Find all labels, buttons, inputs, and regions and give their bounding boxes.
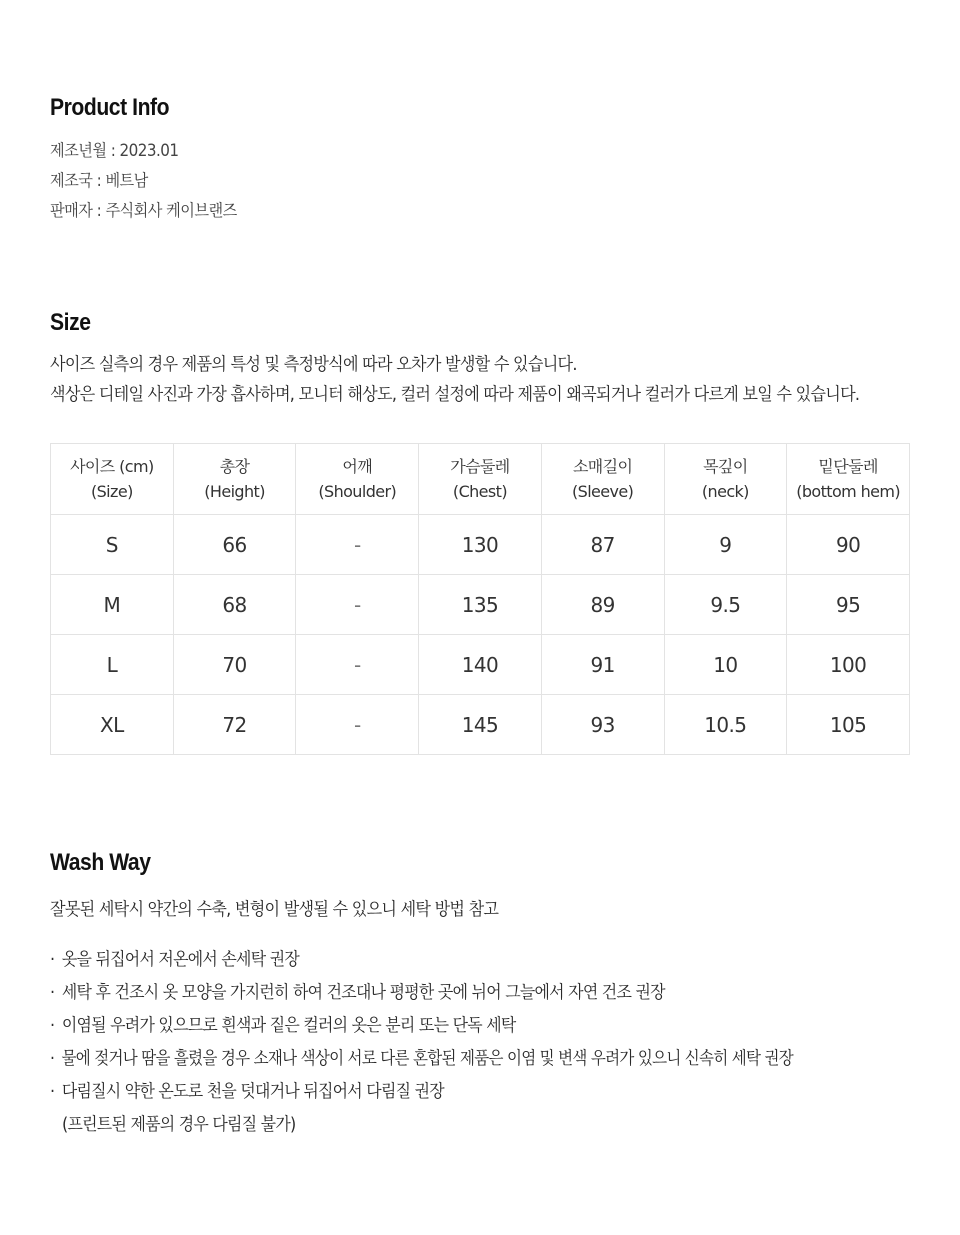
bullet-dot: ·: [50, 950, 55, 970]
table-cell: 105: [787, 695, 910, 755]
table-cell: S: [51, 515, 174, 575]
table-cell: 9.5: [664, 575, 787, 635]
size-note-1: 사이즈 실측의 경우 제품의 특성 및 측정방식에 따라 오차가 발생할 수 있습니다.: [50, 355, 577, 375]
table-cell: 70: [173, 635, 296, 695]
table-row: [51, 695, 910, 755]
table-cell: 91: [541, 635, 664, 695]
header-bottom-hem: 밑단둘레 (bottom hem): [787, 444, 910, 515]
header-height: 총장 (Height): [173, 444, 296, 515]
table-cell: 130: [419, 515, 542, 575]
table-row: [51, 515, 910, 575]
size-table: [50, 443, 910, 755]
table-cell: 68: [173, 575, 296, 635]
bullet-dot: ·: [50, 983, 55, 1003]
table-cell: 135: [419, 575, 542, 635]
info-country-of-origin: 제조국 : 베트남: [50, 171, 148, 190]
product-info-title: Product Info: [50, 94, 170, 121]
wash-footnote: (프린트된 제품의 경우 다림질 불가): [62, 1115, 296, 1135]
table-cell: 90: [787, 515, 910, 575]
wash-item-text: 물에 젖거나 땀을 흘렸을 경우 소재나 색상이 서로 다른 혼합된 제품은 이염 및 변색 우려가 있으니 신속히 세탁 권장: [61, 1049, 794, 1069]
table-cell: -: [296, 515, 419, 575]
table-cell: -: [296, 635, 419, 695]
wash-item-text: 세탁 후 건조시 옷 모양을 가지런히 하여 건조대나 평평한 곳에 뉘어 그늘에서 자연 건조 권장: [61, 983, 665, 1003]
table-cell: 145: [419, 695, 542, 755]
table-cell: 95: [787, 575, 910, 635]
header-shoulder: 어깨 (Shoulder): [296, 444, 419, 515]
table-cell: 66: [173, 515, 296, 575]
table-cell: -: [296, 695, 419, 755]
bullet-dot: ·: [50, 1049, 55, 1069]
table-cell: -: [296, 575, 419, 635]
table-row: [51, 635, 910, 695]
header-neck: 목깊이 (neck): [664, 444, 787, 515]
table-cell: 10: [664, 635, 787, 695]
table-cell: 72: [173, 695, 296, 755]
table-cell: M: [51, 575, 174, 635]
wash-item: [50, 1045, 793, 1070]
wash-item: [50, 946, 299, 971]
wash-intro: 잘못된 세탁시 약간의 수축, 변형이 발생될 수 있으니 세탁 방법 참고: [50, 900, 499, 920]
table-cell: 93: [541, 695, 664, 755]
info-manufacture-date: 제조년월 : 2023.01: [50, 141, 179, 160]
wash-item: [50, 1012, 516, 1037]
bullet-dot: ·: [50, 1016, 55, 1036]
table-header-row: [51, 444, 910, 515]
table-cell: 10.5: [664, 695, 787, 755]
wash-item-text: 옷을 뒤집어서 저온에서 손세탁 권장: [61, 950, 300, 970]
table-row: [51, 575, 910, 635]
size-title: Size: [50, 309, 91, 336]
wash-item: [50, 979, 665, 1004]
bullet-dot: ·: [50, 1082, 55, 1102]
wash-way-title: Wash Way: [50, 849, 151, 876]
header-size: 사이즈 (cm) (Size): [51, 444, 174, 515]
header-sleeve: 소매길이 (Sleeve): [541, 444, 664, 515]
table-cell: 9: [664, 515, 787, 575]
wash-item-text: 이염될 우려가 있으므로 흰색과 짙은 컬러의 옷은 분리 또는 단독 세탁: [61, 1016, 516, 1036]
size-note-2: 색상은 디테일 사진과 가장 흡사하며, 모니터 해상도, 컬러 설정에 따라 제품이 왜곡되거나 컬러가 다르게 보일 수 있습니다.: [50, 385, 860, 405]
wash-item: [50, 1078, 444, 1103]
table-cell: 89: [541, 575, 664, 635]
table-cell: 140: [419, 635, 542, 695]
table-cell: L: [51, 635, 174, 695]
info-seller: 판매자 : 주식회사 케이브랜즈: [50, 201, 237, 220]
wash-item-text: 다림질시 약한 온도로 천을 덧대거나 뒤집어서 다림질 권장: [61, 1082, 444, 1102]
header-chest: 가슴둘레 (Chest): [419, 444, 542, 515]
table-cell: 100: [787, 635, 910, 695]
table-cell: 87: [541, 515, 664, 575]
table-cell: XL: [51, 695, 174, 755]
